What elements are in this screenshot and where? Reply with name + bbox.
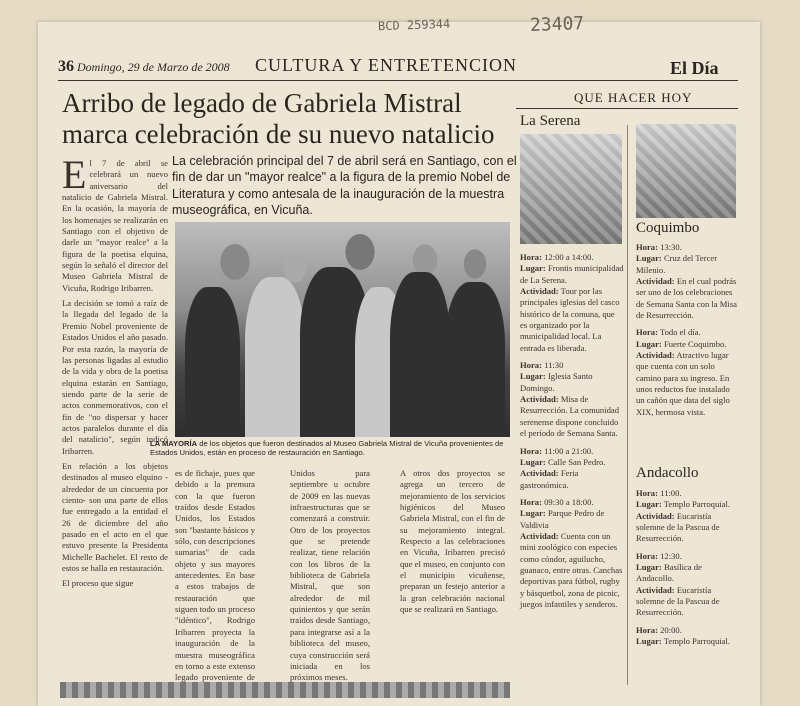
la-serena-listings: [520, 252, 624, 682]
article-photo: [175, 222, 510, 437]
listing: Hora: 11:30 Lugar: Iglesia Santo Domingo. Actividad: Misa de Resurrección. La comunidad serenense dispone concluido el período de Semana Santa.: [520, 360, 620, 439]
listing: Hora: 12:00 a 14:00. Lugar: Frontis municipalidad de La Serena. Actividad: Tour por las principales iglesias del casco histórico de la comuna, que es organizado por la municipalidad local. La entrada es liberada.: [520, 252, 624, 353]
sidebar-divider: [627, 125, 628, 685]
caption-lead: LA MAYORÍA: [150, 439, 198, 448]
sidebar-rule: [516, 108, 738, 109]
paragraph: l 7 de abril se celebrará un nuevo aniversario del natalicio de Gabriela Mistral. En la ocasión, la mayoría de los homenajes se realizarán en Santiago con el objetivo de darle un "mayor realce" a la figura de la poetisa elquina, según lo señaló el director del Museo Gabriela Mistral de Vicuña, Rodrigo Iribarren.: [62, 158, 168, 293]
section-title: CULTURA Y ENTRETENCION: [255, 55, 517, 75]
listing: Hora: 13:30. Lugar: Cruz del Tercer Milenio. Actividad: En el cual podrás ser uno de los celebraciones de Semana Santa con la Misa de Resurrección.: [636, 242, 737, 321]
folio: [58, 58, 230, 76]
article-column-1: [62, 152, 168, 678]
andacollo-listings: [636, 488, 738, 684]
photo-caption: [150, 439, 505, 458]
coquimbo-photo: [636, 124, 736, 218]
listing: Hora: 12:30. Lugar: Basílica de Andacollo. Actividad: Eucaristía solemne de la Pascua de Resurrección.: [636, 550, 720, 618]
dropcap: E: [62, 152, 87, 197]
paragraph: En relación a los objetos destinados al museo elquino -alrededor de un cincuenta por ciento- son una parte de ellos fue entregado a la entidad el 26 de diciembre del año pasado en el acto en el que estuvo presente la Presidenta Michelle Bachelet. El resto de estos se halla en restauración.: [62, 460, 168, 574]
header-rule: [58, 80, 738, 81]
paragraph: La decisión se tomó a raíz de la llegada del legado de la Premio Nobel proveniente de Estados Unidos el año pasado. Por esta razón, la mayoría de las personas ligadas al estudio de la vida y obra de la poetisa elquina estarán en Santiago, siendo parte de la serie de actos conmemorativos, con el fin de "no dispersar y hacer actos paralelos durante el día del natalicio", según indicó Iribarren.: [62, 298, 168, 456]
listing: Hora: 11:00. Lugar: Templo Parroquial. Actividad: Eucaristía solemne de la Pascua de Resurrección.: [636, 488, 731, 544]
city-heading-la-serena: La Serena: [520, 113, 581, 129]
sidebar-title: QUE HACER HOY: [574, 90, 693, 105]
coquimbo-listings: [636, 242, 738, 432]
article-lead: La celebración principal del 7 de abril será en Santiago, con el fin de dar un "mayor realce" a la figura de la premio Nobel de Literatura y como antesala de la inauguración de la muestra museográfica, en Vicuña.: [172, 154, 517, 217]
headline-line-1: Arribo de legado de Gabriela Mistral: [62, 88, 462, 118]
article-column-4: A otros dos proyectos se agrega un tercero de mejoramiento de los servicios higiénicos del Museo Gabriela Mistral, con el fin de su mejoramiento integral. Respecto a las celebraciones en Vicuña, Iribarren precisó que el museo, en conjunto con el municipio vicuñense, preparan un festejo anterior a la gran celebración nacional que se realizará en Santiago.: [400, 468, 505, 615]
headline-line-2: marca celebración de su nuevo natalicio: [62, 119, 495, 150]
bottom-photo-strip: [60, 682, 510, 698]
la-serena-photo: [520, 134, 622, 244]
article-column-2: es de fichaje, pues que debido a la premura con la que fueron traídos desde Estados Unidos, los Estados son "bastante básicos y sólo, con descripciones sumarias" de cada objeto y sus mayores antecedentes. En base a estos trabajos de restauración que siguen todo un proceso "idéntico", Rodrigo Iribarren proyecta la inauguración de la muestra museográfica en torno a este extenso legado proveniente de: [175, 468, 255, 683]
article-headline: [62, 88, 512, 151]
listing: Hora: 09:30 a 18:00. Lugar: Parque Pedro de Valdivia Actividad: Cuenta con un mini zoológico con especies como cóndor, aguilucho, guanaco, entre otras. Canchas deportivas para fútbol, rugby y básquetbol, zona de picnic, juegos infantiles y senderos.: [520, 496, 623, 609]
listing: Hora: 20:00. Lugar: Templo Parroquial.: [636, 624, 731, 647]
caption-text: de los objetos que fueron destinados al Museo Gabriela Mistral de Vicuña provenientes de Estados Unidos, están en proceso de restauración en Santiago.: [150, 439, 504, 458]
city-heading-andacollo: Andacollo: [636, 465, 699, 481]
page-number: 36: [58, 58, 74, 75]
newspaper-brand: El Día: [670, 58, 719, 78]
listing: Hora: Todo el día. Lugar: Fuerte Coquimbo. Actividad: Atractivo lugar que cuenta con un solo camino para su ingreso. En unos reductos fue instalado un cañón que data del siglo XIX, hermosa vista.: [636, 327, 730, 417]
archive-code-stamp: BCD 259344: [377, 16, 451, 34]
article-column-3: Unidos para septiembre u octubre de 2009 en las nuevas infraestructuras que se comenzará a construir. Otro de los proyectos que se pretende realizar, tiene relación con los libros de la biblioteca de Gabriela Mistral, que son alrededor de mil quinientos y que serán traídos desde Santiago, para integrarse así a la biblioteca del museo, cuya construcción será iniciada en los próximos meses.: [290, 468, 370, 683]
city-heading-coquimbo: Coquimbo: [636, 220, 700, 236]
paragraph: El proceso que sigue: [62, 578, 134, 589]
archive-number-stamp: 23407: [529, 13, 585, 36]
issue-date: Domingo, 29 de Marzo de 2008: [77, 60, 230, 74]
listing: Hora: 11:00 a 21:00. Lugar: Calle San Pedro. Actividad: Feria gastronómica.: [520, 445, 606, 490]
